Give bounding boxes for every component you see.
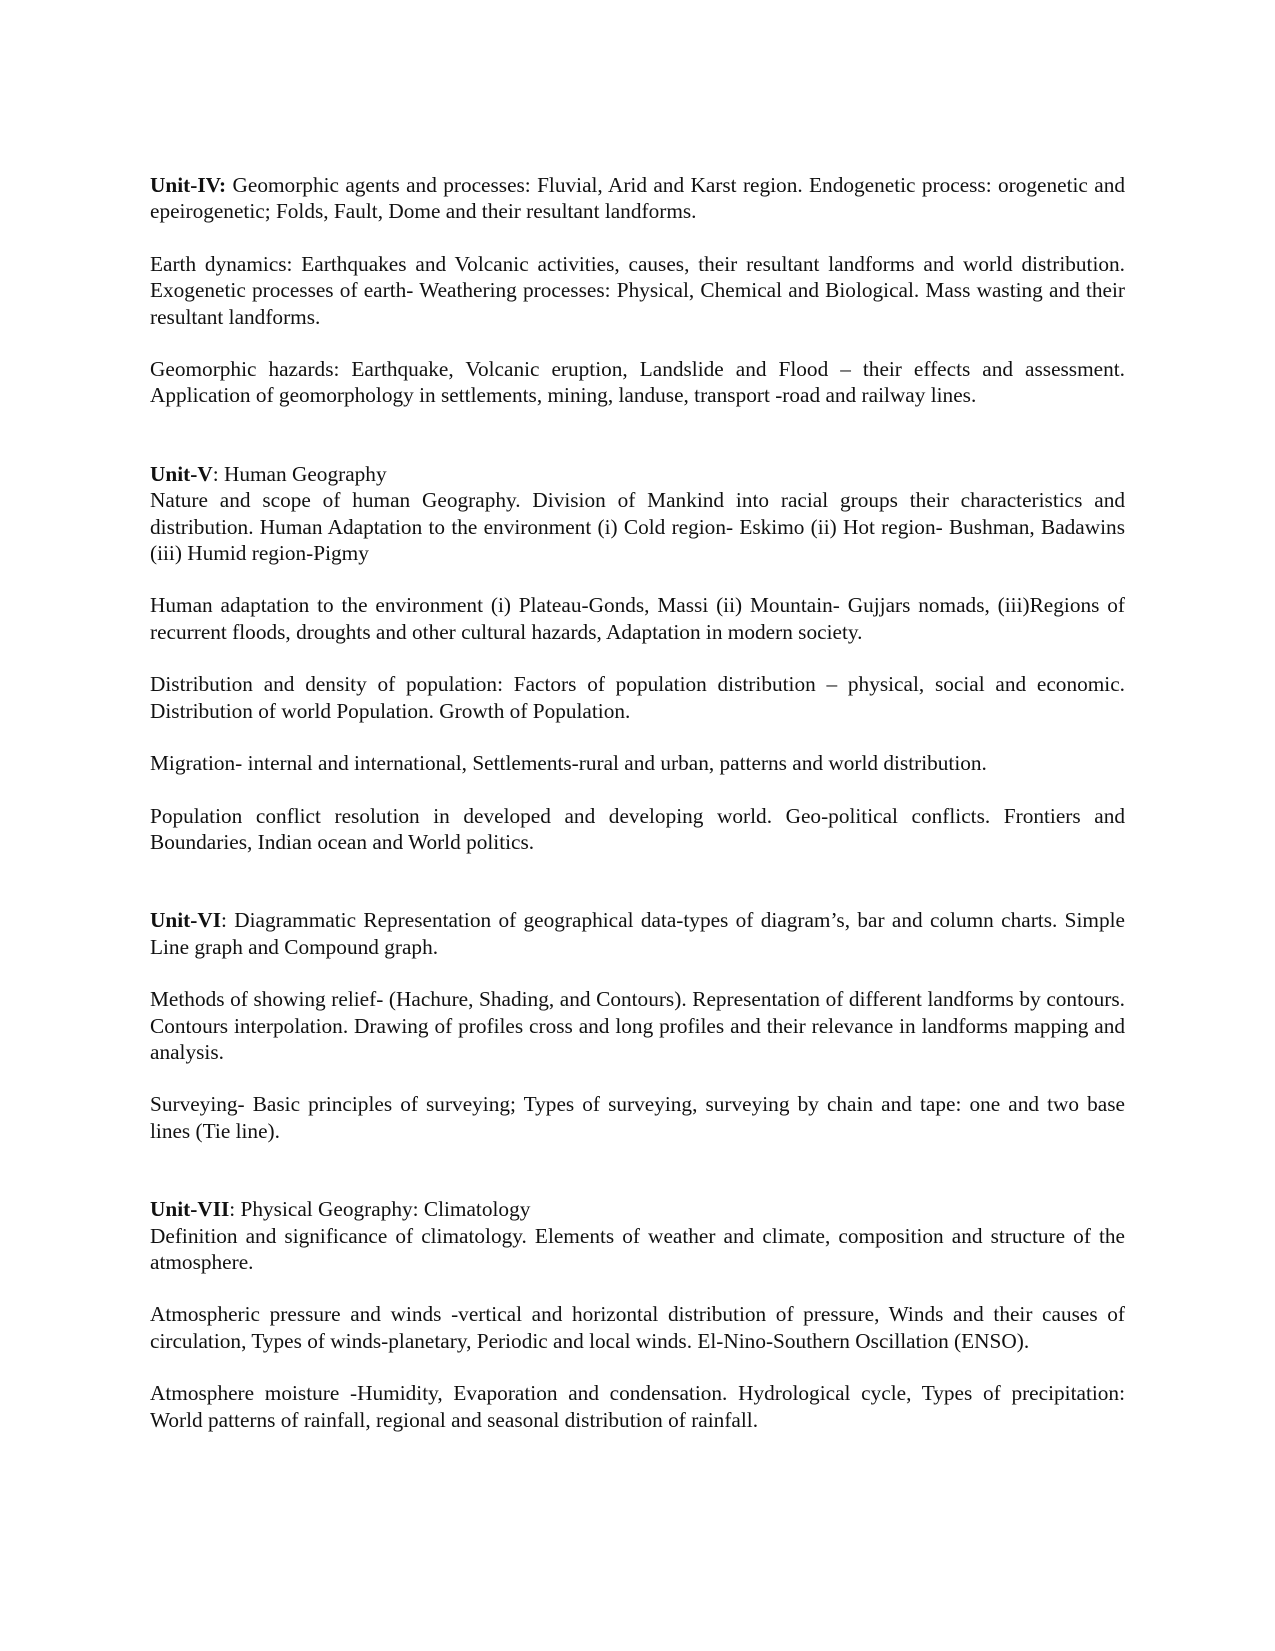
section-spacer [150,855,1125,907]
unit-vii-label: Unit-VII [150,1197,230,1222]
unit-iv-section [150,172,1125,409]
unit-vi-paragraph-2: Methods of showing relief- (Hachure, Shading, and Contours). Representation of different landforms by contours. Contours interpolation. Drawing of profiles cross and long profiles and their relevance in landforms mapping and analysis. [150,987,1125,1064]
section-spacer [150,409,1125,461]
unit-vi-section [150,907,1125,1144]
unit-vi-paragraph-3: Surveying- Basic principles of surveying; Types of surveying, surveying by chain and tape: one and two base lines (Tie line). [150,1092,1125,1143]
unit-vi-paragraph-1: : Diagrammatic Representation of geographical data-types of diagram’s, bar and column charts. Simple Line graph and Compound graph. [150,908,1125,959]
unit-vii-heading [150,1196,1125,1222]
unit-vii-paragraph-2: Atmospheric pressure and winds -vertical and horizontal distribution of pressure, Winds and their causes of circulation, Types of winds-planetary, Periodic and local winds. El-Nino-Southern Oscillation (ENSO). [150,1302,1125,1353]
unit-vii-section [150,1196,1125,1433]
unit-iv-paragraph-1: Geomorphic agents and processes: Fluvial, Arid and Karst region. Endogenetic process: orogenetic and epeirogenetic; Folds, Fault, Dome and their resultant landforms. [150,173,1125,224]
unit-v-heading [150,461,1125,487]
unit-v-paragraph-4: Migration- internal and international, Settlements-rural and urban, patterns and world distribution. [150,751,987,776]
unit-v-title: : Human Geography [212,461,387,486]
section-spacer [150,1144,1125,1196]
unit-iv-label: Unit-IV: [150,173,227,197]
unit-vii-title: : Physical Geography: Climatology [229,1197,531,1222]
unit-v-paragraph-1: Nature and scope of human Geography. Division of Mankind into racial groups their characteristics and distribution. Human Adaptation to the environment (i) Cold region- Eskimo (ii) Hot region- Bushman, Badawins (iii) Humid region-Pigmy [150,488,1125,566]
unit-v-paragraph-3: Distribution and density of population: Factors of population distribution – physical, social and economic. Distribution of world Population. Growth of Population. [150,672,1125,723]
unit-vii-paragraph-1: Definition and significance of climatology. Elements of weather and climate, composition and structure of the atmosphere. [150,1223,1125,1274]
unit-v-label: Unit-V [150,461,213,486]
unit-vii-paragraph-3: Atmosphere moisture -Humidity, Evaporation and condensation. Hydrological cycle, Types of precipitation: World patterns of rainfall, regional and seasonal distribution of rainfall. [150,1381,1125,1432]
unit-v-paragraph-5: Population conflict resolution in developed and developing world. Geo-political conflicts. Frontiers and Boundaries, Indian ocean and World politics. [150,803,1125,854]
unit-iv-intro [150,172,1125,225]
unit-iv-paragraph-2: Earth dynamics: Earthquakes and Volcanic activities, causes, their resultant landforms and world distribution. Exogenetic processes of earth- Weathering processes: Physical, Chemical and Biological. Mass wasting and their resultant landforms. [150,251,1125,329]
unit-v-paragraph-2: Human adaptation to the environment (i) Plateau-Gonds, Massi (ii) Mountain- Gujjars nomads, (iii)Regions of recurrent floods, droughts and other cultural hazards, Adaptation in modern society. [150,593,1125,644]
unit-vi-intro [150,907,1125,960]
unit-vi-label: Unit-VI [150,908,221,933]
unit-iv-paragraph-3: Geomorphic hazards: Earthquake, Volcanic eruption, Landslide and Flood – their effects and assessment. Application of geomorphology in settlements, mining, landuse, transport -road and railway lines. [150,357,1125,408]
unit-v-section [150,461,1125,855]
syllabus-page [150,172,1125,1433]
